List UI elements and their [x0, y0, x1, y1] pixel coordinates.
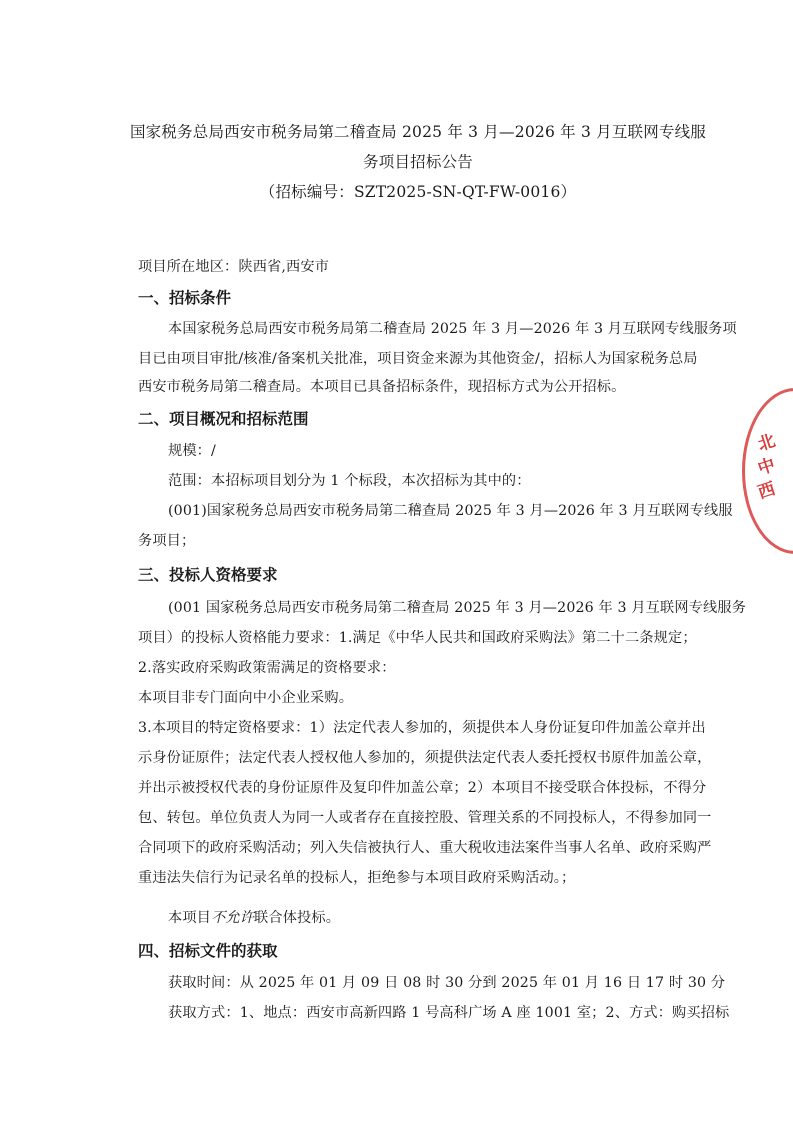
section-3-line-7: 并出示被授权代表的身份证原件及复印件加盖公章；2）本项目不接受联合体投标，不得分: [138, 780, 707, 796]
section-2-scale: 规模：/: [168, 443, 216, 459]
section-3-line-1: (001 国家税务总局西安市税务局第二稽查局 2025 年 3 月—2026 年 3 月互联网专线服务: [168, 600, 747, 616]
section-3-line-9: 合同项下的政府采购活动；列入失信被执行人、重大税收违法案件当事人名单、政府采购严: [138, 840, 712, 856]
section-2-item-line-2: 务项目；: [138, 533, 196, 549]
consortium-prefix: 本项目: [168, 910, 212, 926]
section-3-line-5: 3.本项目的特定资格要求：1）法定代表人参加的，须提供本人身份证复印件加盖公章并出: [138, 720, 706, 736]
section-3-line-4: 本项目非专门面向中小企业采购。: [138, 690, 354, 706]
section-2-item-line-1: (001)国家税务总局西安市税务局第二稽查局 2025 年 3 月—2026 年 3 月互联网专线服: [168, 503, 733, 519]
consortium-suffix: 联合体投标。: [254, 910, 341, 926]
section-1-line-1: 本国家税务总局西安市税务局第二稽查局 2025 年 3 月—2026 年 3 月互联网专线服务项: [168, 321, 737, 337]
section-3-line-2: 项目）的投标人资格能力要求：1.满足《中华人民共和国政府采购法》第二十二条规定；: [138, 630, 697, 646]
official-seal-text: [755, 430, 782, 504]
section-4-heading: 四、招标文件的获取: [138, 942, 278, 960]
project-region: 项目所在地区：陕西省,西安市: [138, 259, 330, 275]
section-3-line-11: [168, 907, 340, 927]
title-line-1: 国家税务总局西安市税务局第二稽查局 2025 年 3 月—2026 年 3 月互联网专线服: [129, 123, 707, 141]
consortium-not-allowed: 不允许: [211, 910, 255, 926]
section-1-line-3: 西安市税务局第二稽查局。本项目已具备招标条件，现招标方式为公开招标。: [138, 379, 626, 395]
section-2-heading: 二、项目概况和招标范围: [138, 410, 309, 428]
section-3-heading: 三、投标人资格要求: [138, 566, 278, 584]
tender-number: （招标编号：SZT2025-SN-QT-FW-0016）: [259, 183, 577, 201]
section-3-line-3: 2.落实政府采购政策需满足的资格要求：: [138, 660, 396, 676]
section-1-heading: 一、招标条件: [138, 289, 232, 307]
section-3-line-10: 重违法失信行为记录名单的投标人，拒绝参与本项目政府采购活动。；: [138, 870, 576, 886]
seal-char: 中: [755, 454, 778, 480]
seal-char: 西: [755, 478, 778, 504]
section-4-method: 获取方式：1、地点：西安市高新四路 1 号高科广场 A 座 1001 室；2、方式：购买招标: [168, 1005, 730, 1021]
section-3-line-8: 包、转包。单位负责人为同一人或者存在直接控股、管理关系的不同投标人，不得参加同一: [138, 810, 712, 826]
section-2-scope: 范围：本招标项目划分为 1 个标段，本次招标为其中的：: [168, 473, 531, 489]
section-3-line-6: 示身份证原件；法定代表人授权他人参加的，须提供法定代表人委托授权书原件加盖公章，: [138, 750, 712, 766]
section-1-line-2: 目已由项目审批/核准/备案机关批准，项目资金来源为其他资金/，招标人为国家税务总局: [138, 351, 698, 367]
title-line-2: 务项目招标公告: [363, 153, 473, 171]
section-4-time: 获取时间：从 2025 年 01 月 09 日 08 时 30 分到 2025 年 01 月 16 日 17 时 30 分: [168, 975, 726, 991]
seal-char: 北: [755, 430, 778, 456]
